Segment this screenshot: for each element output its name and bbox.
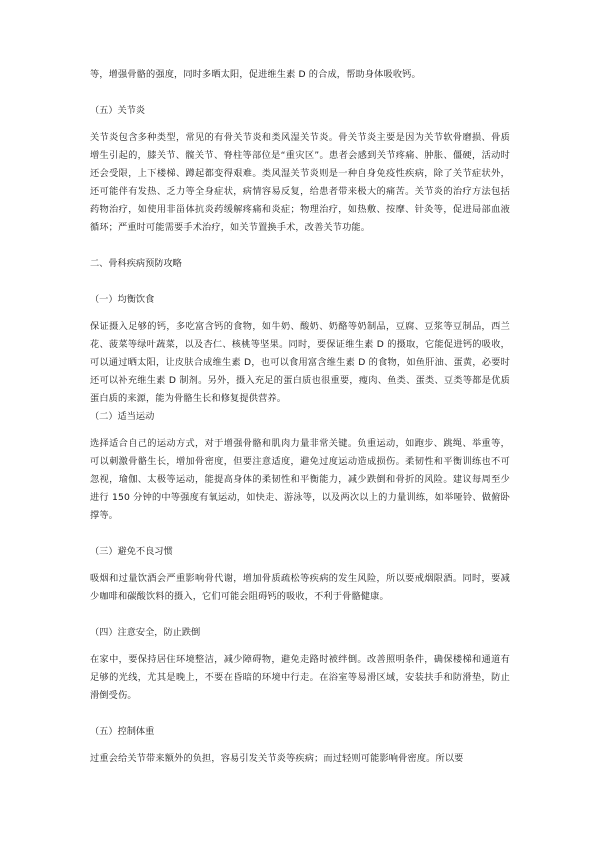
section-heading-weight: （五）控制体重 [90, 726, 155, 737]
intro-paragraph-tail: 等，增强骨骼的强度，同时多晒太阳，促进维生素 D 的合成，帮助身体吸收钙。 [90, 69, 421, 80]
section-heading-arthritis: （五）关节炎 [90, 105, 146, 116]
weight-paragraph-start: 过重会给关节带来额外的负担，容易引发关节炎等疾病；而过轻则可能影响骨密度。所以要 [90, 753, 464, 764]
exercise-paragraph: 选择适合自己的运动方式，对于增强骨骼和肌肉力量非常关键。负重运动，如跑步、跳绳、举重等，可以刺激骨骼生长，增加骨密度，但要注意适度，避免过度运动造成损伤。柔韧性和平衡训练也不可忽视，瑜伽、太极等运动，能提高身体的柔韧性和平衡能力，减少跌倒和骨折的风险。建议每周至少进行 150 分钟的中等强度有氧运动，如快走、游泳等，以及两次以上的力量训练，如举哑铃、做俯卧撑等。 [90, 438, 510, 521]
section-heading-safety: （四）注意安全，防止跌倒 [90, 627, 201, 638]
arthritis-paragraph: 关节炎包含多种类型，常见的有骨关节炎和类风湿关节炎。骨关节炎主要是因为关节软骨磨损、骨质增生引起的，膝关节、髋关节、脊柱等部位是“重灾区”。患者会感到关节疼痛、肿胀、僵硬，活动时还会受限，上下楼梯、蹲起都变得艰难。类风湿关节炎则是一种自身免疫性疾病，除了关节症状外，还可能伴有发热、乏力等全身症状，病情容易反复，给患者带来极大的痛苦。关节炎的治疗方法包括药物治疗，如使用非甾体抗炎药缓解疼痛和炎症；物理治疗，如热敷、按摩、针灸等，促进局部血液循环；严重时可能需要手术治疗，如关节置换手术，改善关节功能。 [90, 132, 510, 233]
habits-paragraph: 吸烟和过量饮酒会严重影响骨代谢，增加骨质疏松等疾病的发生风险，所以要戒烟限酒。同时，要减少咖啡和碳酸饮料的摄入，它们可能会阻碍钙的吸收，不利于骨骼健康。 [90, 573, 510, 602]
section-heading-exercise: （二）适当运动 [90, 411, 155, 422]
section-heading-diet: （一）均衡饮食 [90, 294, 155, 305]
safety-paragraph: 在家中，要保持居住环境整洁，减少障碍物，避免走路时被绊倒。改善照明条件，确保楼梯和通道有足够的光线，尤其是晚上，不要在昏暗的环境中行走。在浴室等易滑区域，安装扶手和防滑垫，防止滑倒受伤。 [90, 654, 510, 701]
diet-paragraph: 保证摄入足够的钙，多吃富含钙的食物，如牛奶、酸奶、奶酪等奶制品，豆腐、豆浆等豆制品，西兰花、菠菜等绿叶蔬菜，以及杏仁、核桃等坚果。同时，要保证维生素 D 的摄取，它能促进钙的吸收，可以通过晒太阳，让皮肤合成维生素 D，也可以食用富含维生素 D 的食物，如鱼肝油、蛋黄，必要时还可以补充维生素 D 制剂。另外，摄入充足的蛋白质也很重要，瘦肉、鱼类、蛋类、豆类等都是优质蛋白质的来源，能为骨骼生长和修复提供营养。 [90, 321, 510, 404]
chapter-heading-prevention: 二、骨科疾病预防攻略 [90, 258, 182, 269]
section-heading-habits: （三）避免不良习惯 [90, 546, 173, 557]
